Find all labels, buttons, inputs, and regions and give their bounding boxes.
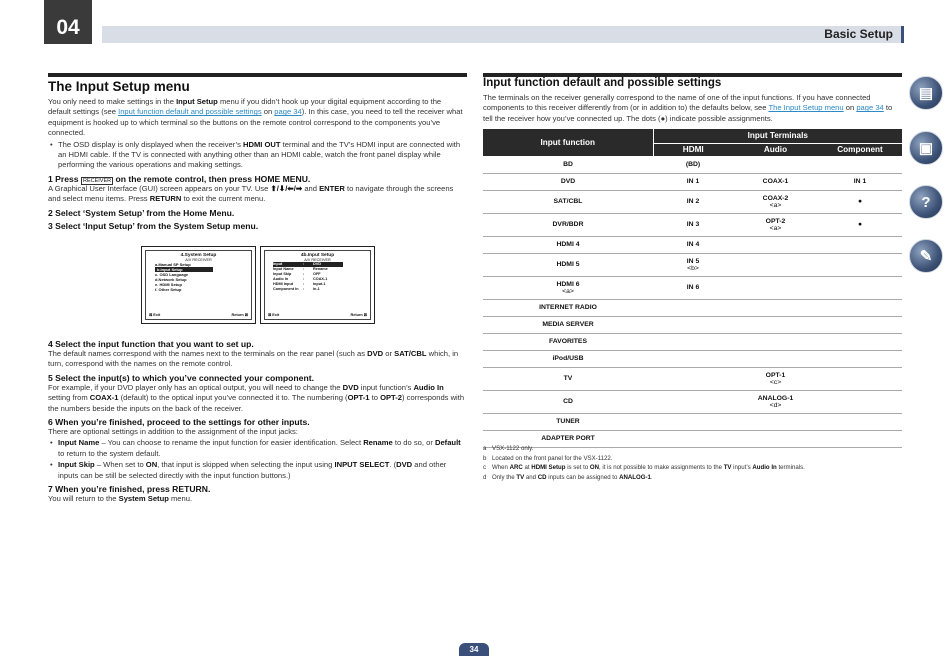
- cell-input-function: HDMI 5: [483, 253, 653, 276]
- cell-audio: [733, 413, 818, 430]
- cell-component: ●: [818, 213, 902, 236]
- table-row: [483, 350, 902, 367]
- input-terminals-table: [483, 129, 902, 448]
- arrow-keys-icon: ⬆/⬇/⬅/➡: [270, 183, 303, 193]
- footnote-a: a VSX-1122 only.: [483, 445, 534, 452]
- cell-audio: OPT-1 <c>: [733, 367, 818, 390]
- screen2-settings: Input : DVD Input Name : Rename Input Skip : OFF Audio In : COAX-1 HDMI Input : Input-1 Component In : In-1: [265, 262, 370, 292]
- cell-hdmi: IN 4: [653, 236, 733, 253]
- step-7-body: You will return to the System Setup menu.: [48, 494, 193, 504]
- remote-icon[interactable]: ?: [909, 185, 943, 219]
- cell-input-function: MEDIA SERVER: [483, 316, 653, 333]
- screen2-subtitle: A/V RECEIVER: [304, 258, 331, 262]
- cell-audio: [733, 276, 818, 299]
- cell-input-function: CD: [483, 390, 653, 413]
- step-1: 1 Press RECEIVER on the remote control, then press HOME MENU.: [48, 173, 311, 184]
- step-5: 5 Select the input(s) to which you’ve connected your component.: [48, 372, 314, 383]
- step-6: 6 When you’re finished, proceed to the settings for other inputs.: [48, 417, 310, 428]
- cell-audio: [733, 156, 818, 173]
- cell-input-function: SAT/CBL: [483, 190, 653, 213]
- left-column: [48, 97, 466, 231]
- cell-hdmi: [653, 367, 733, 390]
- menu-item[interactable]: f. Other Setup: [155, 287, 182, 292]
- cell-audio: COAX-1: [733, 173, 818, 190]
- cell-input-function: iPod/USB: [483, 350, 653, 367]
- cell-audio: [733, 236, 818, 253]
- cell-hdmi: [653, 350, 733, 367]
- cell-component: [818, 253, 902, 276]
- cell-input-function: BD: [483, 156, 653, 173]
- step-2: 2 Select ‘System Setup’ from the Home Menu.: [48, 207, 235, 218]
- cell-hdmi: [653, 299, 733, 316]
- footnote-c: c When ARC at HDMI Setup is set to ON, it is not possible to make assignments to the TV input’s Audio In terminals.: [483, 464, 805, 471]
- cell-component: [818, 316, 902, 333]
- header-bar: [102, 26, 904, 43]
- step-4: 4 Select the input function that you want to set up.: [48, 339, 254, 349]
- table-row: [483, 276, 902, 299]
- cell-component: [818, 367, 902, 390]
- table-row: [483, 333, 902, 350]
- cell-hdmi: [653, 316, 733, 333]
- cell-audio: [733, 350, 818, 367]
- header-component: Component: [818, 143, 902, 156]
- cell-audio: [733, 299, 818, 316]
- cell-hdmi: IN 1: [653, 173, 733, 190]
- table-row: [483, 156, 902, 173]
- cell-audio: OPT-2 <a>: [733, 213, 818, 236]
- table-row: [483, 173, 902, 190]
- table-row: [483, 190, 902, 213]
- section-title: Basic Setup: [824, 27, 893, 41]
- table-row: [483, 299, 902, 316]
- step-4-body: The default names correspond with the names next to the terminals on the rear panel (such as DVD or SAT/CBL which, in turn, correspond with the names on the remote control.: [48, 349, 459, 369]
- footnote-b: b Located on the front panel for the VSX-1122.: [483, 454, 613, 462]
- header-hdmi: HDMI: [653, 143, 733, 156]
- cell-hdmi: IN 3: [653, 213, 733, 236]
- cell-audio: [733, 333, 818, 350]
- cell-input-function: ADAPTER PORT: [483, 430, 653, 447]
- cell-component: ●: [818, 190, 902, 213]
- table-row: [483, 390, 902, 413]
- left-title-rule: [48, 73, 467, 77]
- cell-hdmi: IN 6: [653, 276, 733, 299]
- cell-audio: [733, 253, 818, 276]
- cell-component: [818, 350, 902, 367]
- cell-input-function: DVR/BDR: [483, 213, 653, 236]
- page-number: 34: [459, 643, 489, 656]
- right-intro: The terminals on the receiver generally correspond to the name of one of the input functions. If you have connected components to this receiver differently from (or in addition to) the defaults below, see The Input Setup menu on page 34 to tell the receiver how you’ve connected up. The dots (●) indicate possible assignments.: [483, 93, 893, 123]
- cell-input-function: TV: [483, 367, 653, 390]
- cell-input-function: TUNER: [483, 413, 653, 430]
- menu-item-selected[interactable]: b.Input Setup: [155, 267, 213, 272]
- menu-item[interactable]: d.Network Setup: [155, 277, 187, 282]
- cell-audio: COAX-2 <a>: [733, 190, 818, 213]
- cell-audio: ANALOG-1 <d>: [733, 390, 818, 413]
- table-row: [483, 367, 902, 390]
- step-1-body: A Graphical User Interface (GUI) screen appears on your TV. Use ⬆/⬇/⬅/➡ and ENTER to navigate through the screens and select menu items. Press RETURN to exit the current menu.: [48, 183, 454, 204]
- cell-input-function: FAVORITES: [483, 333, 653, 350]
- cell-audio: [733, 316, 818, 333]
- header-audio: Audio: [733, 143, 818, 156]
- footnotes: [483, 444, 805, 482]
- osd-screen-input-setup: [260, 246, 375, 324]
- step-6-body: There are optional settings in addition to the assignment of the input jacks:: [48, 427, 298, 437]
- cell-input-function: HDMI 6 <a>: [483, 276, 653, 299]
- cell-input-function: INTERNET RADIO: [483, 299, 653, 316]
- cell-component: [818, 236, 902, 253]
- link-page-34[interactable]: page 34: [274, 107, 302, 117]
- cell-hdmi: [653, 390, 733, 413]
- settings-icon[interactable]: ✎: [909, 239, 943, 273]
- osd-note-bullet: • The OSD display is only displayed when the receiver’s HDMI OUT terminal and the TV’s HDMI input are connected with an HDMI cable. If the TV is connected with anything other than an HDMI cable, watch the front panel display while performing the various operations and making settings.: [48, 140, 466, 171]
- cell-component: [818, 430, 902, 447]
- cell-component: [818, 390, 902, 413]
- link-input-setup-menu[interactable]: The Input Setup menu: [768, 103, 844, 113]
- receiver-icon[interactable]: ▣: [909, 131, 943, 165]
- screen2-title: 4b.Input Setup: [300, 253, 335, 258]
- cell-hdmi: IN 2: [653, 190, 733, 213]
- table-row: [483, 413, 902, 430]
- input-skip-bullet: • Input Skip – When set to ON, that input is skipped when selecting the input using INPUT SELECT. (DVD and other inputs can be still be selected directly with the input function buttons.): [48, 460, 466, 481]
- step-7: 7 When you’re finished, press RETURN.: [48, 484, 211, 495]
- cell-input-function: HDMI 4: [483, 236, 653, 253]
- table-row: [483, 213, 902, 236]
- book-icon[interactable]: ▤: [909, 76, 943, 110]
- cell-hdmi: (BD): [653, 156, 733, 173]
- link-page-34-right[interactable]: page 34: [856, 103, 884, 113]
- screen1-menu: [146, 262, 251, 292]
- cell-hdmi: IN 5 <b>: [653, 253, 733, 276]
- cell-component: IN 1: [818, 173, 902, 190]
- table-row: [483, 253, 902, 276]
- left-heading: The Input Setup menu: [48, 79, 190, 94]
- screen1-return[interactable]: Return ⊠: [231, 313, 248, 317]
- cell-hdmi: [653, 413, 733, 430]
- osd-screen-system-setup: [141, 246, 256, 324]
- cell-component: [818, 413, 902, 430]
- table-row: [483, 236, 902, 253]
- header-input-function: Input function: [483, 129, 653, 156]
- screen2-exit[interactable]: ⊠ Exit: [268, 313, 280, 317]
- header-input-terminals: Input Terminals: [653, 129, 902, 143]
- screen1-exit[interactable]: ⊠ Exit: [149, 313, 161, 317]
- cell-component: [818, 299, 902, 316]
- menu-item[interactable]: a.Manual SP Setup: [155, 262, 191, 267]
- cell-hdmi: [653, 333, 733, 350]
- right-heading: Input function default and possible settings: [483, 77, 722, 89]
- cell-input-function: DVD: [483, 173, 653, 190]
- chapter-number: 04: [44, 0, 92, 44]
- table-row: [483, 316, 902, 333]
- step-5-body: For example, if your DVD player only has an optical output, you will need to change the DVD input function’s Audio In setting from COAX-1 (default) to the optical input you’ve connected it to. The numbering (OPT-1 to OPT-2) corresponds with the numbers beside the inputs on the back of the receiver.: [48, 382, 465, 413]
- screen1-title: 4.System Setup: [180, 253, 217, 258]
- input-name-bullet: • Input Name – You can choose to rename the input function for easier identification. Select Rename to do so, or Default to return to the system default.: [48, 438, 466, 459]
- menu-item[interactable]: e. HDMI Setup: [155, 282, 182, 287]
- menu-item[interactable]: c. OSD Language: [155, 272, 189, 277]
- left-column-lower: [48, 336, 466, 505]
- left-intro: You only need to make settings in the Input Setup menu if you didn’t hook up your digital equipment according to the default settings (see Input function default and possible settings on page 34). In this case, you need to tell the receiver what equipment is hooked up to which terminal so the buttons on the remote control correspond to the components you’ve connected.: [48, 97, 463, 138]
- receiver-button-tag: RECEIVER: [82, 177, 112, 184]
- footnote-d: d Only the TV and CD inputs can be assigned to ANALOG-1.: [483, 473, 653, 481]
- cell-component: [818, 333, 902, 350]
- screen2-return[interactable]: Return ⊠: [350, 313, 367, 317]
- link-input-function-defaults[interactable]: Input function default and possible settings: [118, 107, 262, 117]
- screen1-subtitle: A/V RECEIVER: [185, 258, 212, 262]
- cell-component: [818, 276, 902, 299]
- step-3: 3 Select ‘Input Setup’ from the System Setup menu.: [48, 220, 259, 231]
- cell-component: [818, 156, 902, 173]
